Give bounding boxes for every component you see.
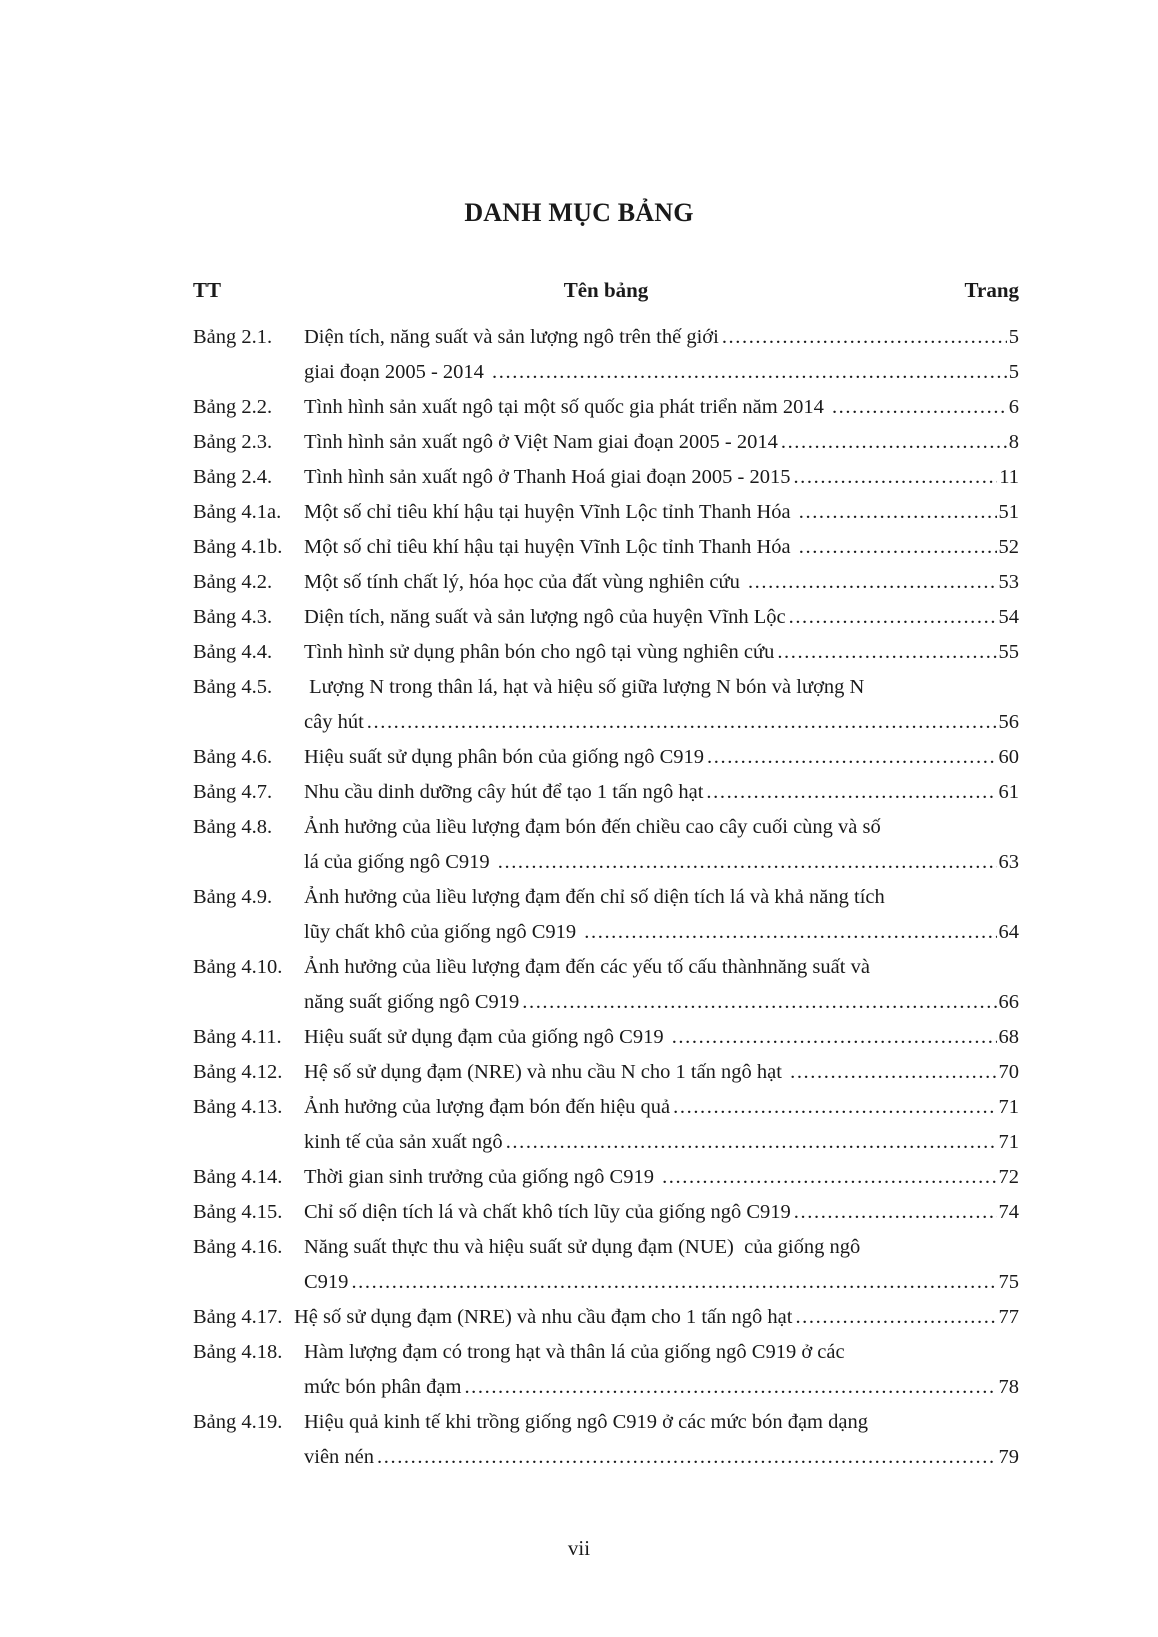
toc-entry-line [193,530,1019,565]
toc-entry[interactable] [193,320,1019,390]
toc-entry-line [193,810,1019,845]
table-title-text: Nhu cầu dinh dưỡng cây hút để tạo 1 tấn ngô hạt [304,781,704,803]
toc-entry-line [193,1265,1019,1300]
page-ref[interactable]: 70 [998,1061,1019,1083]
dot-leader [522,985,996,1020]
page-ref[interactable]: 54 [998,606,1019,628]
toc-entry-line [193,600,1019,635]
table-number: Bảng 4.9. [193,886,273,908]
table-number: Bảng 4.8. [193,816,273,838]
table-number: Bảng 4.1b. [193,536,283,558]
dot-leader [673,1090,996,1125]
toc-entry[interactable] [193,1230,1019,1300]
page-ref[interactable]: 71 [998,1096,1019,1118]
dot-leader [662,1160,996,1195]
table-title-text: Chỉ số diện tích lá và chất khô tích lũy của giống ngô C919 [304,1201,791,1223]
table-title-text: Năng suất thực thu và hiệu suất sử dụng đạm (NUE) của giống ngô [304,1236,861,1258]
toc-entry-line [193,1405,1019,1440]
dot-leader [832,390,1007,425]
toc-entry[interactable] [193,460,1019,495]
toc-entry[interactable] [193,1055,1019,1090]
page-ref[interactable]: 11 [999,466,1019,488]
toc-entry-line [193,670,1019,705]
table-number: Bảng 4.3. [193,606,273,628]
page-number: vii [567,1536,591,1560]
toc-entry-line [193,950,1019,985]
table-number: Bảng 2.3. [193,431,273,453]
page-ref[interactable]: 68 [998,1026,1019,1048]
table-title-text: C919 [304,1271,349,1293]
toc-entry-line [193,1125,1019,1160]
toc-header [193,278,1019,308]
toc-entry-line [193,705,1019,740]
dot-leader [506,1125,997,1160]
toc-entry[interactable] [193,1020,1019,1055]
table-title-text: Hệ số sử dụng đạm (NRE) và nhu cầu đạm cho 1 tấn ngô hạt [294,1306,793,1328]
dot-leader [377,1440,996,1475]
toc-entry-line [193,775,1019,810]
dot-leader [793,460,997,495]
toc-entry-line [193,1335,1019,1370]
dot-leader [672,1020,997,1055]
page-ref[interactable]: 52 [998,536,1019,558]
toc-entry-line [193,915,1019,950]
toc-entry-line [193,355,1019,390]
page-ref[interactable]: 6 [1008,396,1019,418]
table-title-text: Tình hình sản xuất ngô tại một số quốc gia phát triển năm 2014 [304,396,829,418]
table-title-text: kinh tế của sản xuất ngô [304,1131,503,1153]
toc-entry-line [193,460,1019,495]
page-ref[interactable]: 8 [1008,431,1019,453]
page-ref[interactable]: 60 [998,746,1019,768]
table-title-text: Một số chỉ tiêu khí hậu tại huyện Vĩnh Lộc tỉnh Thanh Hóa [304,501,796,523]
dot-leader [492,355,1007,390]
table-of-tables [193,320,1019,1475]
toc-entry[interactable] [193,1300,1019,1335]
table-number: Bảng 4.18. [193,1341,283,1363]
table-title-text: Lượng N trong thân lá, hạt và hiệu số giữa lượng N bón và lượng N [304,676,865,698]
table-number: Bảng 4.15. [193,1201,283,1223]
table-title-text: viên nén [304,1446,375,1468]
dot-leader [748,565,997,600]
table-title-text: Tình hình sản xuất ngô ở Thanh Hoá giai đoạn 2005 - 2015 [304,466,791,488]
page-ref[interactable]: 77 [998,1306,1019,1328]
toc-entry-line [193,390,1019,425]
dot-leader [799,495,997,530]
table-title-text: Diện tích, năng suất và sản lượng ngô trên thế giới [304,326,719,348]
toc-entry-line [193,845,1019,880]
table-title-text: Ảnh hưởng của liều lượng đạm bón đến chiều cao cây cuối cùng và số [304,816,881,838]
toc-entry[interactable] [193,670,1019,740]
page-ref[interactable]: 53 [998,571,1019,593]
table-title-text: Diện tích, năng suất và sản lượng ngô của huyện Vĩnh Lộc [304,606,786,628]
table-number: Bảng 4.16. [193,1236,283,1258]
toc-entry-line [193,565,1019,600]
table-title-text: Ảnh hưởng của lượng đạm bón đến hiệu quả [304,1096,671,1118]
table-title-text: Hiệu suất sử dụng đạm của giống ngô C919 [304,1026,669,1048]
toc-entry[interactable] [193,600,1019,635]
table-number: Bảng 4.14. [193,1166,283,1188]
dot-leader [351,1265,996,1300]
toc-entry[interactable] [193,635,1019,670]
toc-entry-line [193,1440,1019,1475]
column-header-name: Tên bảng [563,278,649,302]
dot-leader [722,320,1007,355]
toc-entry-line [193,1090,1019,1125]
page-ref[interactable]: 61 [998,781,1019,803]
dot-leader [707,740,996,775]
page-ref[interactable]: 55 [998,641,1019,663]
toc-entry-line [193,495,1019,530]
toc-entry[interactable] [193,1405,1019,1475]
page-ref[interactable]: 64 [998,921,1019,943]
toc-entry-line [193,1370,1019,1405]
dot-leader [781,425,1007,460]
dot-leader [584,915,996,950]
page-ref[interactable]: 75 [998,1271,1019,1293]
toc-entry[interactable] [193,740,1019,775]
toc-entry[interactable] [193,950,1019,1020]
dot-leader [790,1055,996,1090]
table-number: Bảng 4.13. [193,1096,283,1118]
page-title: DANH MỤC BẢNG [464,198,694,227]
table-title-text: Ảnh hưởng của liều lượng đạm đến các yếu tố cấu thànhnăng suất và [304,956,870,978]
toc-entry[interactable] [193,880,1019,950]
table-number: Bảng 4.10. [193,956,283,978]
table-title-text: Một số chỉ tiêu khí hậu tại huyện Vĩnh Lộc tỉnh Thanh Hóa [304,536,796,558]
table-number: Bảng 2.4. [193,466,273,488]
table-title-text: cây hút [304,711,364,733]
dot-leader [789,600,997,635]
dot-leader [706,775,996,810]
table-title-text: mức bón phân đạm [304,1376,462,1398]
table-number: Bảng 4.17. [193,1306,283,1328]
table-number: Bảng 4.1a. [193,501,282,523]
table-title-text: năng suất giống ngô C919 [304,991,520,1013]
table-title-text: giai đoạn 2005 - 2014 [304,361,490,383]
dot-leader [799,530,997,565]
toc-entry[interactable] [193,1195,1019,1230]
toc-entry[interactable] [193,390,1019,425]
table-number: Bảng 4.7. [193,781,273,803]
table-title-text: Tình hình sử dụng phân bón cho ngô tại vùng nghiên cứu [304,641,775,663]
table-number: Bảng 4.12. [193,1061,283,1083]
page-ref[interactable]: 79 [998,1446,1019,1468]
toc-entry-line [193,880,1019,915]
dot-leader [367,705,997,740]
table-number: Bảng 4.2. [193,571,273,593]
toc-entry[interactable] [193,1160,1019,1195]
page-ref[interactable]: 78 [998,1376,1019,1398]
toc-entry[interactable] [193,775,1019,810]
table-number: Bảng 4.11. [193,1026,282,1048]
table-title-text: Hiệu quả kinh tế khi trồng giống ngô C919 ở các mức bón đạm dạng [304,1411,868,1433]
dot-leader [777,635,996,670]
toc-entry-line [193,1160,1019,1195]
toc-entry-line [193,1195,1019,1230]
toc-entry-line [193,320,1019,355]
table-title-text: Hệ số sử dụng đạm (NRE) và nhu cầu N cho 1 tấn ngô hạt [304,1061,788,1083]
toc-entry[interactable] [193,565,1019,600]
toc-entry-line [193,1020,1019,1055]
page-ref[interactable]: 51 [998,501,1019,523]
table-title-text: lá của giống ngô C919 [304,851,495,873]
table-title-text: Một số tính chất lý, hóa học của đất vùng nghiên cứu [304,571,745,593]
toc-entry-line [193,1230,1019,1265]
page-ref[interactable]: 56 [998,711,1019,733]
toc-entry[interactable] [193,530,1019,565]
table-title-text: Tình hình sản xuất ngô ở Việt Nam giai đoạn 2005 - 2014 [304,431,778,453]
page-ref[interactable]: 5 [1008,326,1019,348]
table-number: Bảng 4.4. [193,641,273,663]
table-number: Bảng 2.1. [193,326,273,348]
table-title-text: Hàm lượng đạm có trong hạt và thân lá của giống ngô C919 ở các [304,1341,845,1363]
toc-entry[interactable] [193,425,1019,460]
page-ref[interactable]: 74 [998,1201,1019,1223]
page-ref[interactable]: 72 [998,1166,1019,1188]
table-title-text: Ảnh hưởng của liều lượng đạm đến chỉ số diện tích lá và khả năng tích [304,886,885,908]
toc-entry-line [193,425,1019,460]
toc-entry-line [193,1055,1019,1090]
toc-entry-line [193,985,1019,1020]
page-ref[interactable]: 66 [998,991,1019,1013]
toc-entry-line [193,740,1019,775]
column-header-page: Trang [964,278,1019,302]
table-title-text: Thời gian sinh trưởng của giống ngô C919 [304,1166,660,1188]
toc-entry[interactable] [193,1335,1019,1405]
dot-leader [795,1300,996,1335]
dot-leader [498,845,997,880]
table-title-text: Hiệu suất sử dụng phân bón của giống ngô C919 [304,746,705,768]
page-ref[interactable]: 5 [1008,361,1019,383]
page-ref[interactable]: 63 [998,851,1019,873]
table-number: Bảng 2.2. [193,396,273,418]
table-number: Bảng 4.6. [193,746,273,768]
toc-entry[interactable] [193,810,1019,880]
dot-leader [794,1195,997,1230]
toc-entry[interactable] [193,1090,1019,1160]
table-number: Bảng 4.19. [193,1411,283,1433]
dot-leader [464,1370,996,1405]
toc-entry-line [193,1300,1019,1335]
table-number: Bảng 4.5. [193,676,273,698]
column-header-tt: TT [193,278,222,302]
toc-entry[interactable] [193,495,1019,530]
table-title-text: lũy chất khô của giống ngô C919 [304,921,582,943]
toc-entry-line [193,635,1019,670]
page-ref[interactable]: 71 [998,1131,1019,1153]
